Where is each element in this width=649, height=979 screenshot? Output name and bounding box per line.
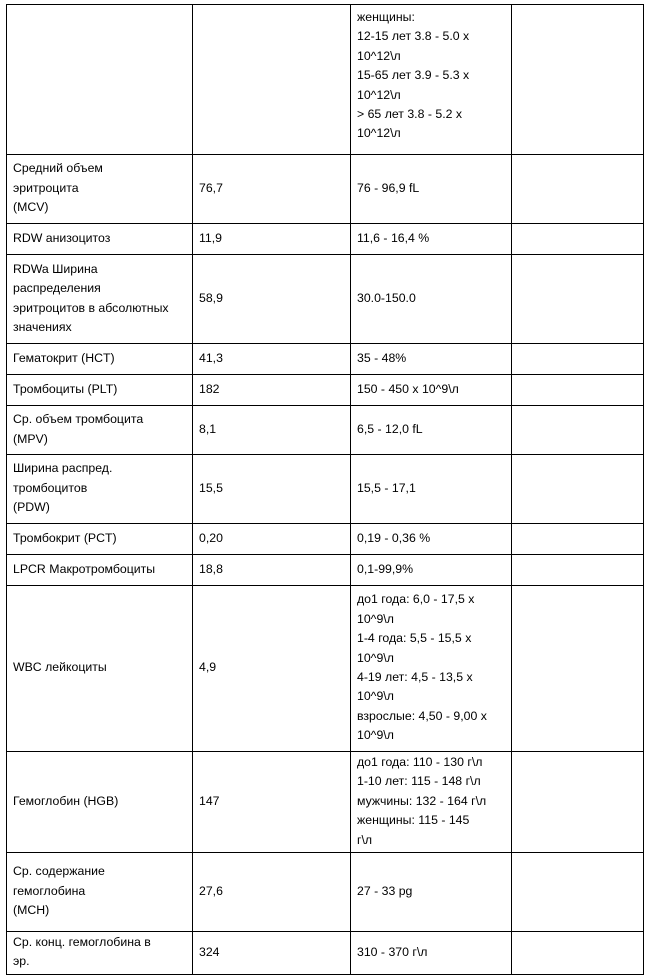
- result-value-cell: [193, 932, 351, 975]
- extra-cell: [512, 752, 644, 853]
- parameter-name-cell: [7, 375, 193, 406]
- parameter-name-cell-line: Тромбоциты (PLT): [13, 381, 118, 396]
- parameter-name-cell-line: (MCV): [13, 200, 49, 215]
- reference-range-cell-line: 1-10 лет: 115 - 148 г\л: [357, 774, 481, 789]
- reference-range-cell: [351, 455, 512, 524]
- reference-range-cell: [351, 586, 512, 752]
- extra-cell: [512, 255, 644, 344]
- reference-range-cell-line: 10^9\л: [357, 728, 394, 743]
- result-value-cell: [193, 455, 351, 524]
- parameter-name-cell-line: RDW анизоцитоз: [13, 230, 111, 245]
- result-value-cell-text: 182: [199, 381, 220, 396]
- parameter-name-cell-line: (MCH): [13, 903, 50, 918]
- parameter-name-cell-line: Гематокрит (HCT): [13, 350, 115, 365]
- extra-cell: [512, 555, 644, 586]
- table-row: [7, 344, 644, 375]
- reference-range-cell-line: 0,19 - 0,36 %: [357, 530, 431, 545]
- parameter-name-cell: [7, 455, 193, 524]
- reference-range-cell: [351, 932, 512, 975]
- table-row: [7, 375, 644, 406]
- parameter-name-cell: [7, 406, 193, 455]
- parameter-name-cell-line: тромбоцитов: [13, 480, 88, 495]
- reference-range-cell-line: мужчины: 132 - 164 г\л: [357, 793, 487, 808]
- extra-cell: [512, 853, 644, 932]
- parameter-name-cell-line: эритроцита: [13, 180, 79, 195]
- reference-range-cell: [351, 406, 512, 455]
- table-row: [7, 455, 644, 524]
- result-value-cell: [193, 406, 351, 455]
- parameter-name-cell-line: Гемоглобин (HGB): [13, 793, 119, 808]
- reference-range-cell-line: 11,6 - 16,4 %: [357, 230, 430, 245]
- parameter-name-cell-line: эритроцитов в абсолютных: [13, 300, 169, 315]
- extra-cell: [512, 155, 644, 224]
- table-body: [7, 5, 644, 975]
- result-value-cell: [193, 155, 351, 224]
- reference-range-cell-line: 76 - 96,9 fL: [357, 180, 420, 195]
- parameter-name-cell: [7, 255, 193, 344]
- parameter-name-cell-line: эр.: [13, 954, 30, 969]
- reference-range-cell-line: 4-19 лет: 4,5 - 13,5 x: [357, 670, 473, 684]
- parameter-name-cell: [7, 853, 193, 932]
- reference-range-cell-line: женщины:: [357, 10, 415, 24]
- table-row: [7, 853, 644, 932]
- parameter-name-cell-line: Средний объем: [13, 161, 103, 176]
- reference-range-cell: [351, 752, 512, 853]
- table-row: [7, 255, 644, 344]
- result-value-cell-text: 27,6: [199, 883, 223, 898]
- parameter-name-cell: [7, 932, 193, 975]
- parameter-name-cell-line: WBC лейкоциты: [13, 660, 107, 675]
- reference-range-cell-line: 0,1-99,9%: [357, 561, 414, 576]
- table-row: [7, 406, 644, 455]
- reference-range-cell-line: 10^9\л: [357, 650, 394, 665]
- reference-range-cell: [351, 155, 512, 224]
- reference-range-cell-line: 10^9\л: [357, 689, 394, 704]
- parameter-name-cell: [7, 586, 193, 752]
- extra-cell: [512, 375, 644, 406]
- table-row: [7, 586, 644, 752]
- result-value-cell: [193, 586, 351, 752]
- reference-range-cell: [351, 853, 512, 932]
- reference-range-cell-line: 310 - 370 г\л: [357, 944, 428, 959]
- result-value-cell-text: 15,5: [199, 480, 223, 495]
- result-value-cell: [193, 255, 351, 344]
- extra-cell: [512, 932, 644, 975]
- reference-range-cell-line: 10^9\л: [357, 611, 394, 626]
- result-value-cell-text: 0,20: [199, 530, 223, 545]
- table-row: [7, 5, 644, 155]
- reference-range-cell: [351, 255, 512, 344]
- extra-cell: [512, 455, 644, 524]
- result-value-cell: [193, 5, 351, 155]
- reference-range-cell: [351, 224, 512, 255]
- parameter-name-cell-line: Тромбокрит (PCT): [13, 530, 117, 545]
- result-value-cell-text: 18,8: [199, 561, 223, 576]
- parameter-name-cell: [7, 155, 193, 224]
- reference-range-cell-line: 15,5 - 17,1: [357, 480, 416, 495]
- reference-range-cell-line: 6,5 - 12,0 fL: [357, 421, 423, 436]
- parameter-name-cell-line: Ширина распред.: [13, 461, 113, 476]
- parameter-name-cell-line: RDWa Ширина: [13, 261, 98, 276]
- result-value-cell: [193, 224, 351, 255]
- reference-range-cell-line: 10^12\л: [357, 126, 401, 141]
- extra-cell: [512, 524, 644, 555]
- result-value-cell: [193, 344, 351, 375]
- extra-cell: [512, 586, 644, 752]
- parameter-name-cell-line: LPCR Макротромбоциты: [13, 561, 156, 576]
- extra-cell: [512, 5, 644, 155]
- extra-cell: [512, 406, 644, 455]
- result-value-cell-text: 76,7: [199, 180, 223, 195]
- result-value-cell-text: 58,9: [199, 290, 223, 305]
- parameter-name-cell-line: гемоглобина: [13, 883, 86, 898]
- parameter-name-cell: [7, 555, 193, 586]
- parameter-name-cell: [7, 224, 193, 255]
- result-value-cell: [193, 524, 351, 555]
- table-row: [7, 555, 644, 586]
- reference-range-cell-line: 150 - 450 x 10^9\л: [357, 381, 459, 396]
- reference-range-cell-line: женщины: 115 - 145: [357, 813, 470, 828]
- table-row: [7, 224, 644, 255]
- parameter-name-cell: [7, 524, 193, 555]
- reference-range-cell-line: до1 года: 110 - 130 г\л: [357, 755, 483, 769]
- result-value-cell: [193, 752, 351, 853]
- reference-range-cell-line: до1 года: 6,0 - 17,5 x: [357, 592, 475, 607]
- parameter-name-cell-line: распределения: [13, 281, 101, 296]
- reference-range-cell: [351, 5, 512, 155]
- reference-range-cell-line: взрослые: 4,50 - 9,00 x: [357, 708, 487, 723]
- reference-range-cell: [351, 524, 512, 555]
- parameter-name-cell: [7, 344, 193, 375]
- reference-range-cell-line: 1-4 года: 5,5 - 15,5 x: [357, 631, 472, 646]
- reference-range-cell-line: 12-15 лет 3.8 - 5.0 x: [357, 29, 470, 44]
- result-value-cell-text: 11,9: [199, 230, 223, 245]
- result-value-cell: [193, 375, 351, 406]
- table-row: [7, 524, 644, 555]
- reference-range-cell: [351, 375, 512, 406]
- result-value-cell-text: 324: [199, 944, 220, 959]
- extra-cell: [512, 344, 644, 375]
- parameter-name-cell-line: (PDW): [13, 500, 50, 515]
- reference-range-cell-line: г\л: [357, 832, 373, 847]
- reference-range-cell-line: 10^12\л: [357, 87, 401, 102]
- blood-test-table: [6, 4, 644, 975]
- result-value-cell-text: 41,3: [199, 350, 223, 365]
- parameter-name-cell: [7, 5, 193, 155]
- result-value-cell-text: 4,9: [199, 660, 217, 675]
- reference-range-cell-line: 30.0-150.0: [357, 290, 416, 305]
- parameter-name-cell-line: Ср. конц. гемоглобина в: [13, 935, 151, 950]
- result-value-cell-text: 8,1: [199, 421, 217, 436]
- reference-range-cell-line: 35 - 48%: [357, 350, 407, 365]
- parameter-name-cell-line: Ср. содержание: [13, 864, 105, 879]
- parameter-name-cell-line: Ср. объем тромбоцита: [13, 412, 144, 427]
- reference-range-cell-line: 10^12\л: [357, 48, 401, 63]
- parameter-name-cell-line: (MPV): [13, 431, 48, 446]
- table-row: [7, 752, 644, 853]
- reference-range-cell-line: 27 - 33 pg: [357, 883, 413, 898]
- parameter-name-cell: [7, 752, 193, 853]
- parameter-name-cell-line: значениях: [13, 319, 72, 334]
- table-row: [7, 155, 644, 224]
- reference-range-cell: [351, 344, 512, 375]
- result-value-cell: [193, 853, 351, 932]
- result-value-cell-text: 147: [199, 793, 220, 808]
- table-row: [7, 932, 644, 975]
- reference-range-cell: [351, 555, 512, 586]
- reference-range-cell-line: 15-65 лет 3.9 - 5.3 x: [357, 68, 470, 83]
- reference-range-cell-line: > 65 лет 3.8 - 5.2 x: [357, 107, 463, 122]
- extra-cell: [512, 224, 644, 255]
- result-value-cell: [193, 555, 351, 586]
